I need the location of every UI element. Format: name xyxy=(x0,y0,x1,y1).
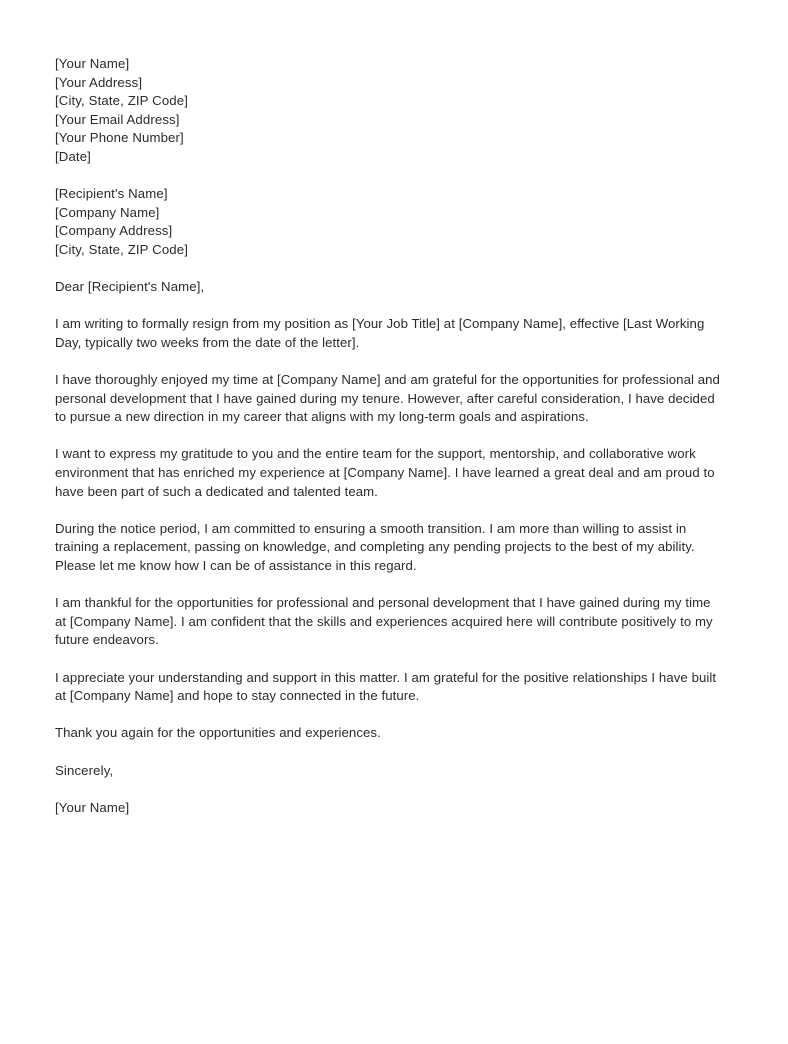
sender-line-city-state-zip: [City, State, ZIP Code] xyxy=(55,93,189,109)
signature-name: [Your Name] xyxy=(55,799,130,815)
spacer-paragraph-2 xyxy=(55,427,721,446)
recipient-line-name: [Recipient's Name] xyxy=(55,186,168,202)
closing-line: Sincerely, xyxy=(55,762,114,778)
body-paragraph-3: I want to express my gratitude to you and the entire team for the support, mentorship, and collaborative work environment that has enriched my experience at [Company Name]. I have learned a great deal and am proud to have been part of such a dedicated and talented team. xyxy=(55,446,715,499)
spacer-signature xyxy=(55,780,721,799)
sender-line-name: [Your Name] xyxy=(55,56,130,71)
recipient-address-block xyxy=(55,185,721,259)
spacer-after-sender-block xyxy=(55,167,721,186)
spacer-paragraph-3 xyxy=(55,501,721,520)
recipient-line-company: [Company Name] xyxy=(55,204,160,220)
body-paragraph-5: I am thankful for the opportunities for professional and personal development that I have gained during my time at [Company Name]. I am confident that the skills and experiences acquired here will contribute positively to my future endeavors. xyxy=(55,595,713,648)
spacer-paragraph-1 xyxy=(55,353,721,372)
spacer-after-salutation xyxy=(55,297,721,316)
letter-content xyxy=(55,55,721,817)
sender-line-address: [Your Address] xyxy=(55,74,143,90)
recipient-line-city-state-zip: [City, State, ZIP Code] xyxy=(55,241,189,257)
body-paragraph-2: I have thoroughly enjoyed my time at [Company Name] and am grateful for the opportunities for professional and personal development that I have gained during my tenure. However, after careful consideration, I have decided to pursue a new direction in my career that aligns with my long-term goals and aspirations. xyxy=(55,372,720,425)
sender-line-phone: [Your Phone Number] xyxy=(55,130,184,146)
spacer-after-recipient-block xyxy=(55,260,721,279)
body-paragraph-7: Thank you again for the opportunities and experiences. xyxy=(55,725,381,741)
body-paragraph-4: During the notice period, I am committed to ensuring a smooth transition. I am more than willing to assist in training a replacement, passing on knowledge, and completing any pending projects to the best of my ability. Please let me know how I can be of assistance in this regard. xyxy=(55,520,695,574)
sender-line-date: [Date] xyxy=(55,148,91,164)
body-paragraph-1: I am writing to formally resign from my position as [Your Job Title] at [Company Name], effective [Last Working Day, typically two weeks from the date of the letter]. xyxy=(55,316,705,350)
recipient-line-company-address: [Company Address] xyxy=(55,223,173,239)
sender-address-block xyxy=(55,55,721,167)
body-paragraph-6: I appreciate your understanding and support in this matter. I am grateful for the positive relationships I have built at [Company Name] and hope to stay connected in the future. xyxy=(55,669,717,704)
salutation: Dear [Recipient's Name], xyxy=(55,279,205,295)
sender-line-email: [Your Email Address] xyxy=(55,111,180,127)
spacer-paragraph-6 xyxy=(55,706,721,725)
spacer-paragraph-7 xyxy=(55,743,721,762)
spacer-paragraph-5 xyxy=(55,650,721,669)
spacer-paragraph-4 xyxy=(55,576,721,595)
